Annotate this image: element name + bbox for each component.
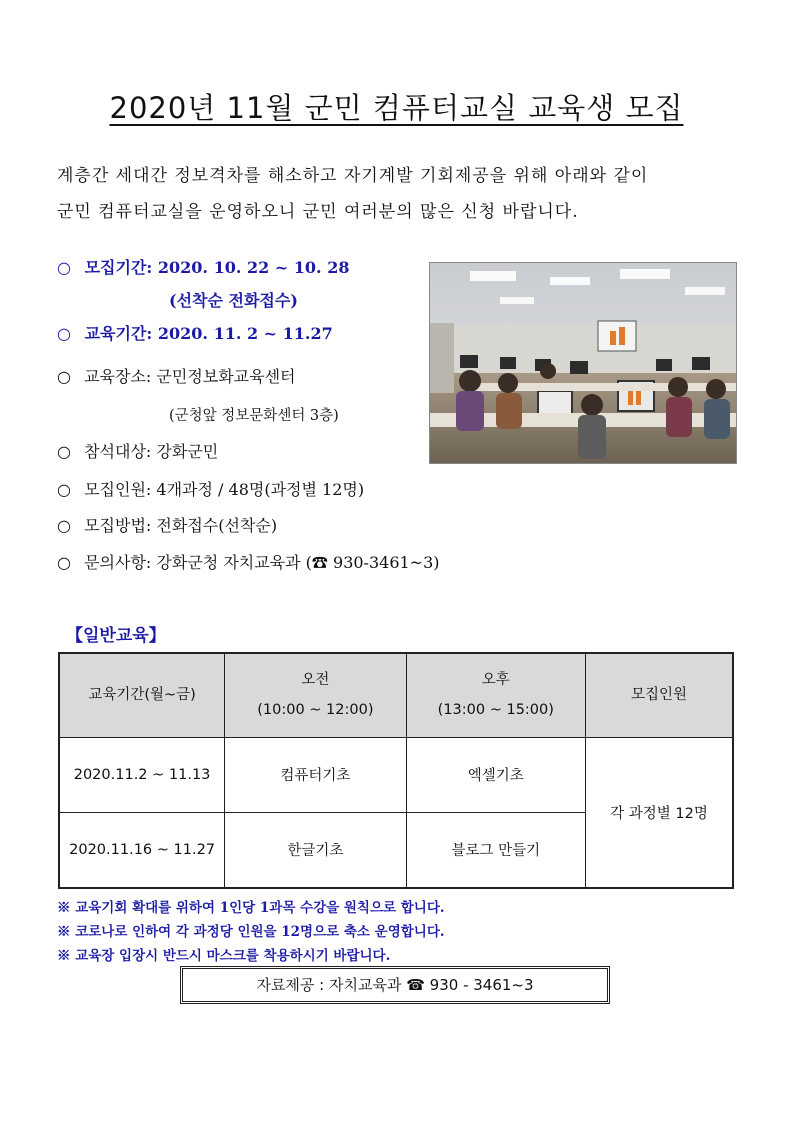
header-am-time: (10:00 ~ 12:00) bbox=[257, 702, 374, 719]
classroom-photo bbox=[429, 262, 737, 464]
bullet-mark: ○ bbox=[57, 553, 71, 572]
cell-am-course: 컴퓨터기초 bbox=[225, 737, 406, 812]
table-row bbox=[59, 737, 733, 812]
header-am bbox=[225, 653, 406, 737]
info-label: 문의사항: bbox=[84, 553, 152, 572]
info-value: 강화군청 자치교육과 (☎ 930-3461~3) bbox=[156, 553, 440, 572]
intro-line: 군민 컴퓨터교실을 운영하오니 군민 여러분의 많은 신청 바랍니다. bbox=[57, 202, 579, 222]
section-title: 【일반교육】 bbox=[66, 626, 166, 646]
bullet-mark: ○ bbox=[57, 480, 71, 499]
info-label: 모집방법: bbox=[84, 516, 152, 535]
page-title: 2020년 11월 군민 컴퓨터교실 교육생 모집 bbox=[109, 91, 684, 125]
cell-am-course: 한글기초 bbox=[225, 812, 406, 888]
info-label: 모집기간: bbox=[84, 258, 153, 277]
info-value: 군민정보화교육센터 bbox=[156, 367, 296, 386]
bullet-mark: ○ bbox=[57, 258, 71, 277]
info-label: 참석대상: bbox=[84, 442, 152, 461]
bullet-mark: ○ bbox=[57, 367, 71, 386]
source-box: 자료제공 : 자치교육과 ☎ 930 - 3461~3 bbox=[180, 966, 610, 1004]
cell-period: 2020.11.16 ~ 11.27 bbox=[59, 812, 225, 888]
schedule-table bbox=[58, 652, 734, 889]
cell-period: 2020.11.2 ~ 11.13 bbox=[59, 737, 225, 812]
bullet-mark: ○ bbox=[57, 324, 71, 343]
cell-pm-course: 블로그 만들기 bbox=[406, 812, 585, 888]
info-label: 교육기간: bbox=[84, 324, 153, 343]
header-period: 교육기간(월~금) bbox=[59, 653, 225, 737]
intro-paragraph bbox=[57, 158, 747, 230]
bullet-mark: ○ bbox=[57, 442, 71, 461]
info-edu-period bbox=[57, 321, 333, 344]
note-item: ※ 교육장 입장시 반드시 마스크를 착용하시기 바랍니다. bbox=[57, 948, 391, 964]
header-pm-time: (13:00 ~ 15:00) bbox=[437, 702, 554, 719]
info-note: (선착순 전화접수) bbox=[169, 291, 298, 310]
info-capacity bbox=[57, 477, 364, 500]
info-value: 2020. 11. 2 ~ 11.27 bbox=[157, 324, 333, 343]
header-capacity: 모집인원 bbox=[586, 653, 733, 737]
info-target bbox=[57, 439, 218, 462]
info-note: (군청앞 정보문화센터 3층) bbox=[169, 408, 339, 424]
cell-capacity: 각 과정별 12명 bbox=[586, 737, 733, 888]
classroom-illustration bbox=[430, 263, 736, 463]
info-location bbox=[57, 364, 339, 425]
header-pm bbox=[406, 653, 585, 737]
table-header-row bbox=[59, 653, 733, 737]
header-am-label: 오전 bbox=[301, 672, 330, 689]
info-value: 4개과정 / 48명(과정별 12명) bbox=[156, 480, 365, 499]
info-value: 전화접수(선착순) bbox=[156, 516, 278, 535]
header-pm-label: 오후 bbox=[481, 672, 510, 689]
intro-line: 계층간 세대간 정보격차를 해소하고 자기계발 기회제공을 위해 아래와 같이 bbox=[57, 166, 649, 186]
info-recruit-period bbox=[57, 255, 349, 311]
info-value: 2020. 10. 22 ~ 10. 28 bbox=[157, 258, 350, 277]
info-label: 교육장소: bbox=[84, 367, 152, 386]
info-value: 강화군민 bbox=[156, 442, 219, 461]
notes-list bbox=[57, 896, 445, 968]
bullet-mark: ○ bbox=[57, 516, 71, 535]
info-label: 모집인원: bbox=[84, 480, 152, 499]
cell-pm-course: 엑셀기초 bbox=[406, 737, 585, 812]
note-item: ※ 교육기회 확대를 위하여 1인당 1과목 수강을 원칙으로 합니다. bbox=[57, 900, 445, 916]
info-method bbox=[57, 513, 277, 536]
note-item: ※ 코로나로 인하여 각 과정당 인원을 12명으로 축소 운영합니다. bbox=[57, 924, 445, 940]
info-contact bbox=[57, 550, 440, 573]
